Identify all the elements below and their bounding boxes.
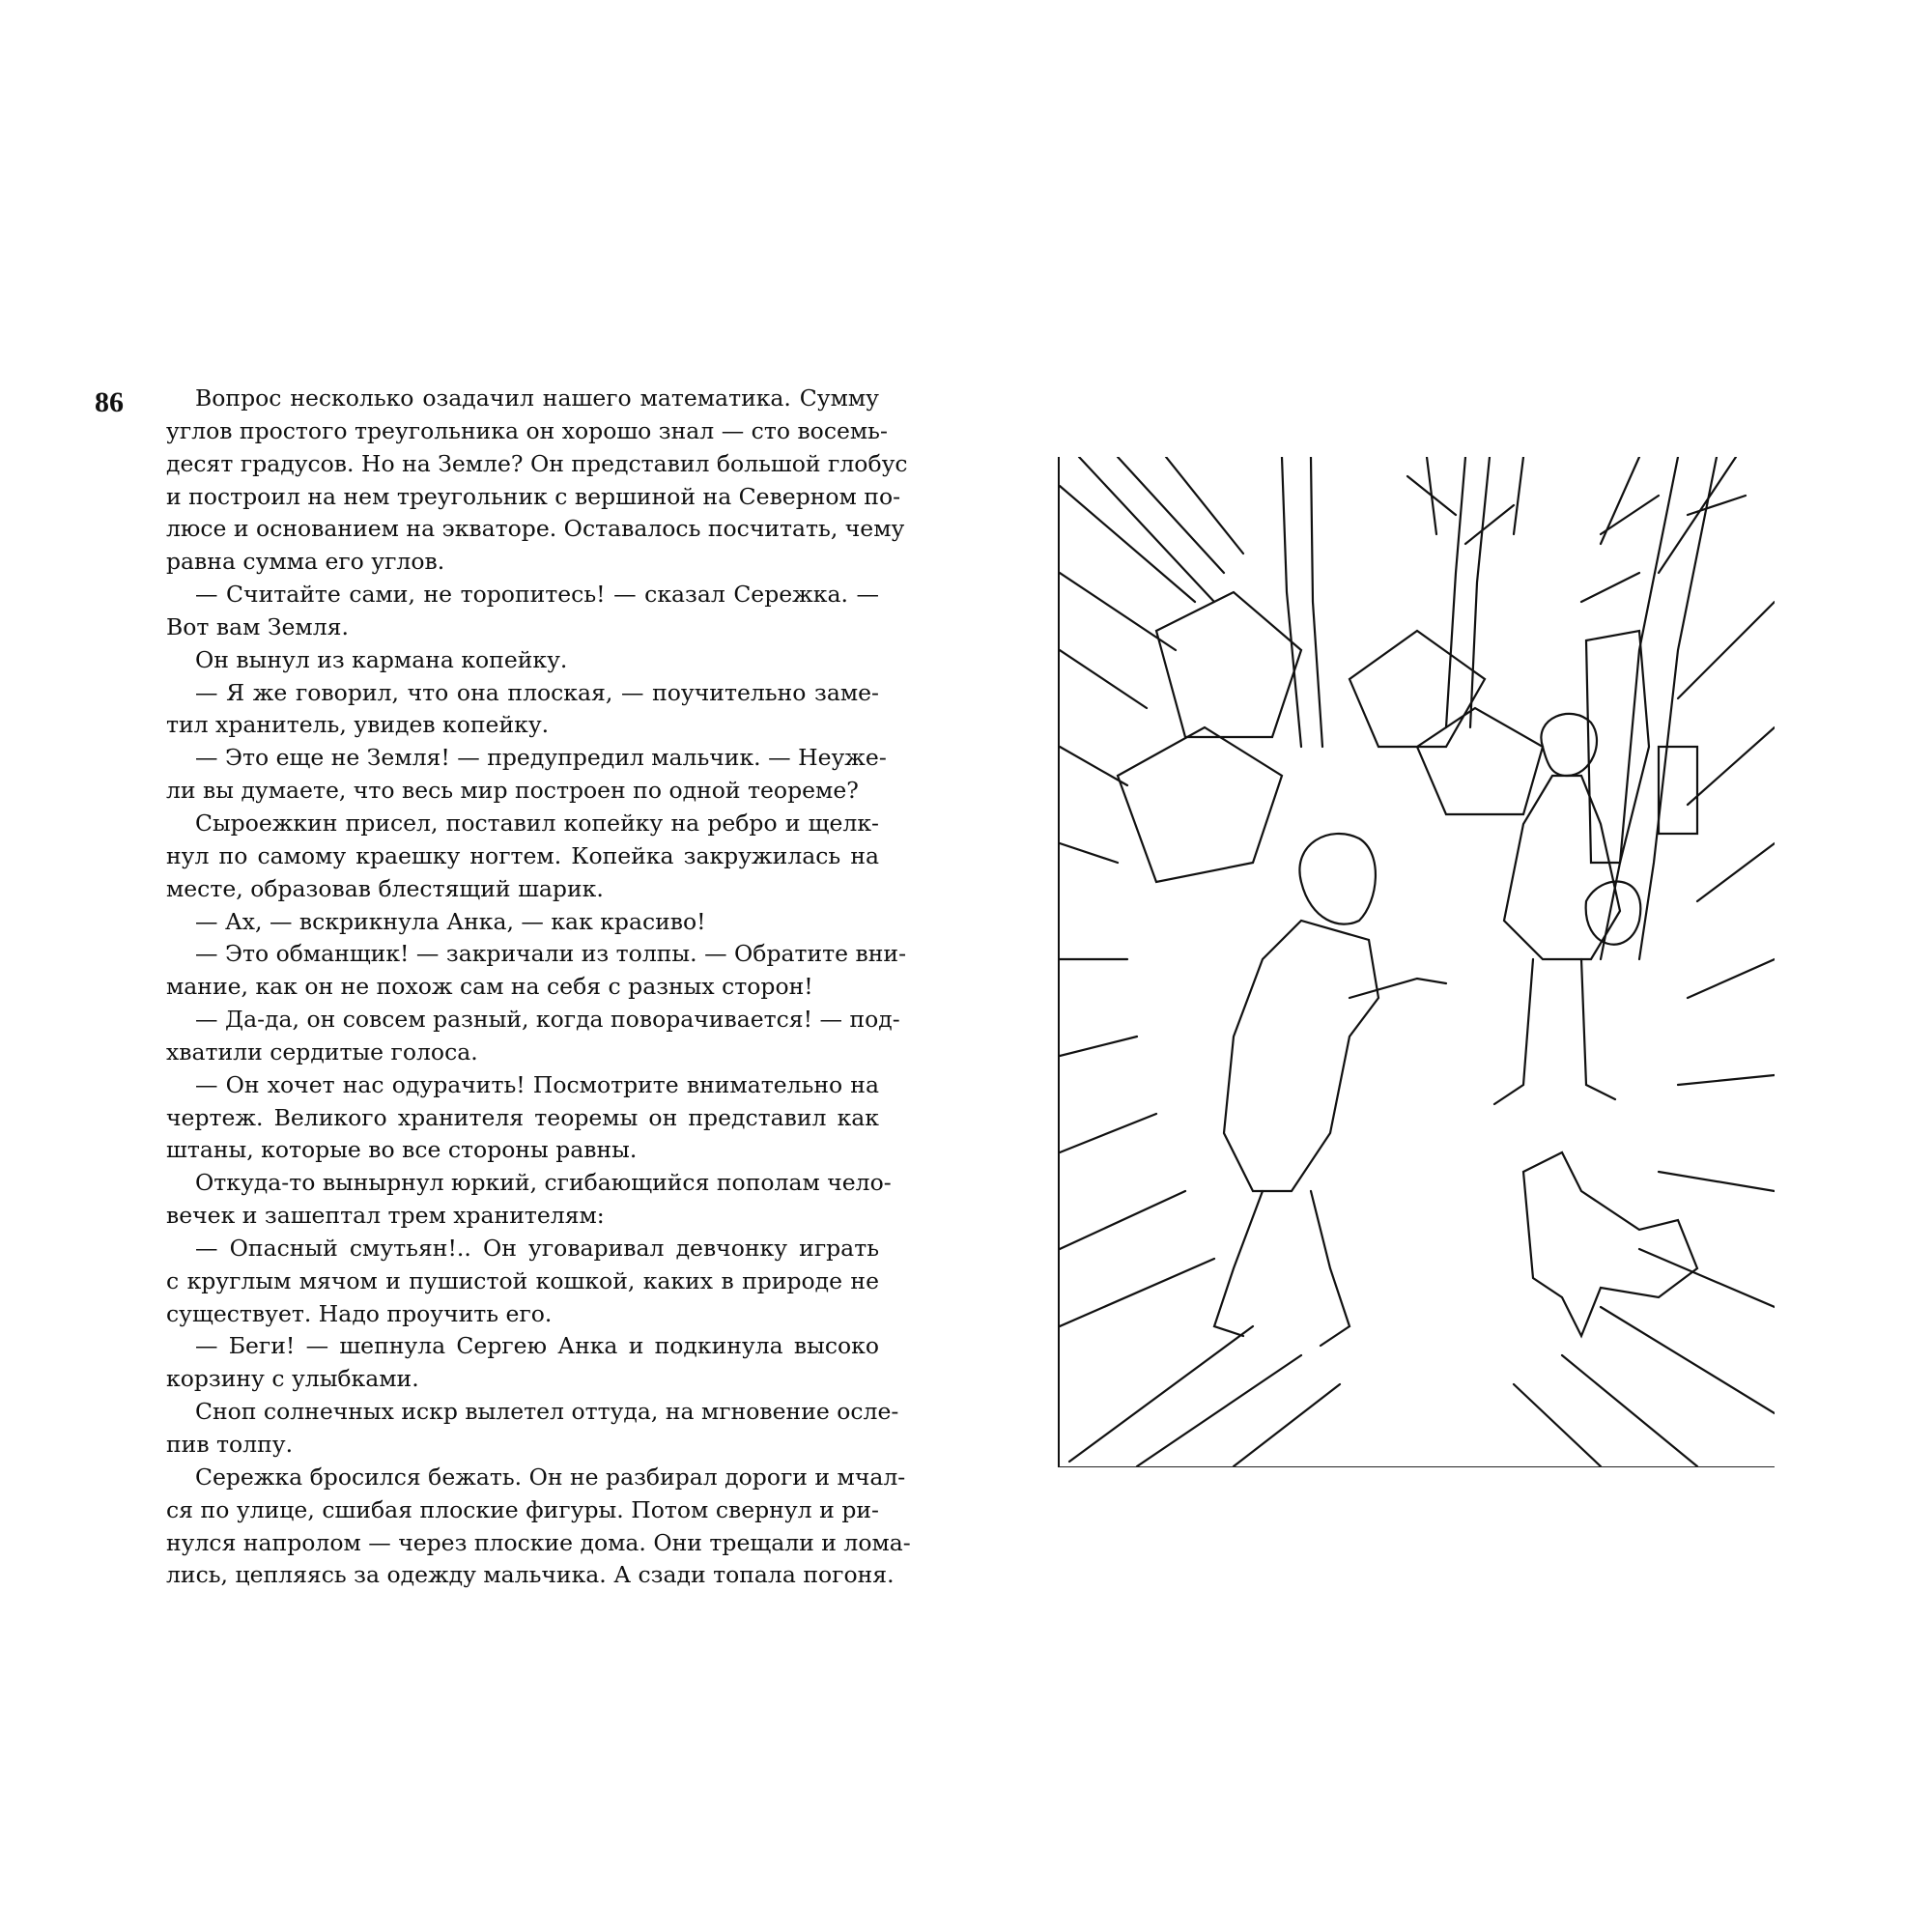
radial-hatching (1060, 457, 1775, 1466)
text-line: ся по улице, сшибая плоские фигуры. Потом свернул и ри- (166, 1495, 879, 1523)
text-line: месте, образовав блестящий шарик. (166, 874, 604, 902)
flat-houses (1118, 592, 1697, 882)
text-line: существует. Надо проучить его. (166, 1299, 553, 1327)
text-line: чертеж. Великого хранителя теоремы он представил как (166, 1103, 879, 1131)
text-line: хватили сердитые голоса. (166, 1037, 478, 1065)
text-line: Вопрос несколько озадачил нашего математика. Сумму (195, 384, 879, 412)
boy-figure (1214, 834, 1446, 1346)
text-line: корзину с улыбками. (166, 1365, 419, 1393)
text-line: мание, как он не похож сам на себя с разных сторон! (166, 973, 813, 1001)
text-line: люсе и основанием на экваторе. Оставалось посчитать, чему (166, 515, 905, 543)
text-line: лись, цепляясь за одежду мальчика. А сзади топала погоня. (166, 1561, 895, 1589)
text-line: тил хранитель, увидев копейку. (166, 711, 550, 739)
text-line: — Он хочет нас одурачить! Посмотрите внимательно на (195, 1070, 879, 1098)
text-line: нулся напролом — через плоские дома. Они трещали и лома- (166, 1528, 911, 1556)
illustration (1058, 457, 1775, 1467)
flat-dog (1523, 1152, 1697, 1336)
text-line: с круглым мячом и пушистой кошкой, каких в природе не (166, 1266, 879, 1294)
text-line: — Да-да, он совсем разный, когда поворачивается! — под- (195, 1006, 900, 1034)
text-line: пив толпу. (166, 1431, 294, 1458)
text-line: Сыроежкин присел, поставил копейку на ребро и щелк- (195, 809, 879, 837)
girl-figure (1494, 714, 1640, 1104)
ink-drawing (1060, 457, 1775, 1466)
text-line: углов простого треугольника он хорошо знал — сто восемь- (166, 416, 888, 444)
text-line: — Опасный смутьян!.. Он уговаривал девчонку играть (195, 1234, 879, 1262)
text-line: и построил на нем треугольник с вершиной на Северном по- (166, 482, 901, 510)
text-line: Откуда-то вынырнул юркий, сгибающийся пополам чело- (195, 1169, 892, 1197)
text-line: — Я же говорил, что она плоская, — поучительно заме- (195, 678, 879, 706)
text-line: вечек и зашептал трем хранителям: (166, 1202, 605, 1230)
text-line: — Это еще не Земля! — предупредил мальчик. — Неуже- (195, 744, 887, 772)
text-line: — Это обманщик! — закричали из толпы. — Обратите вни- (195, 940, 907, 968)
text-line: нул по самому краешку ногтем. Копейка закружилась на (166, 841, 879, 869)
text-line: — Беги! — шепнула Сергею Анка и подкинула высоко (195, 1332, 879, 1360)
text-line: равна сумма его углов. (166, 548, 445, 576)
text-line: Он вынул из кармана копейку. (195, 645, 568, 673)
text-line: Сережка бросился бежать. Он не разбирал дороги и мчал- (195, 1463, 906, 1491)
text-line: Вот вам Земля. (166, 612, 349, 640)
text-line: десят градусов. Но на Земле? Он представил большой глобус (166, 449, 908, 477)
text-line: ли вы думаете, что весь мир построен по одной теореме? (166, 777, 859, 805)
text-line: — Ах, — вскрикнула Анка, — как красиво! (195, 907, 706, 935)
text-line: штаны, которые во все стороны равны. (166, 1136, 638, 1164)
text-line: — Считайте сами, не торопитесь! — сказал Сережка. — (195, 581, 879, 609)
text-line: Сноп солнечных искр вылетел оттуда, на мгновение ослe- (195, 1398, 899, 1426)
page-number: 86 (95, 386, 124, 418)
body-text (166, 383, 911, 1592)
